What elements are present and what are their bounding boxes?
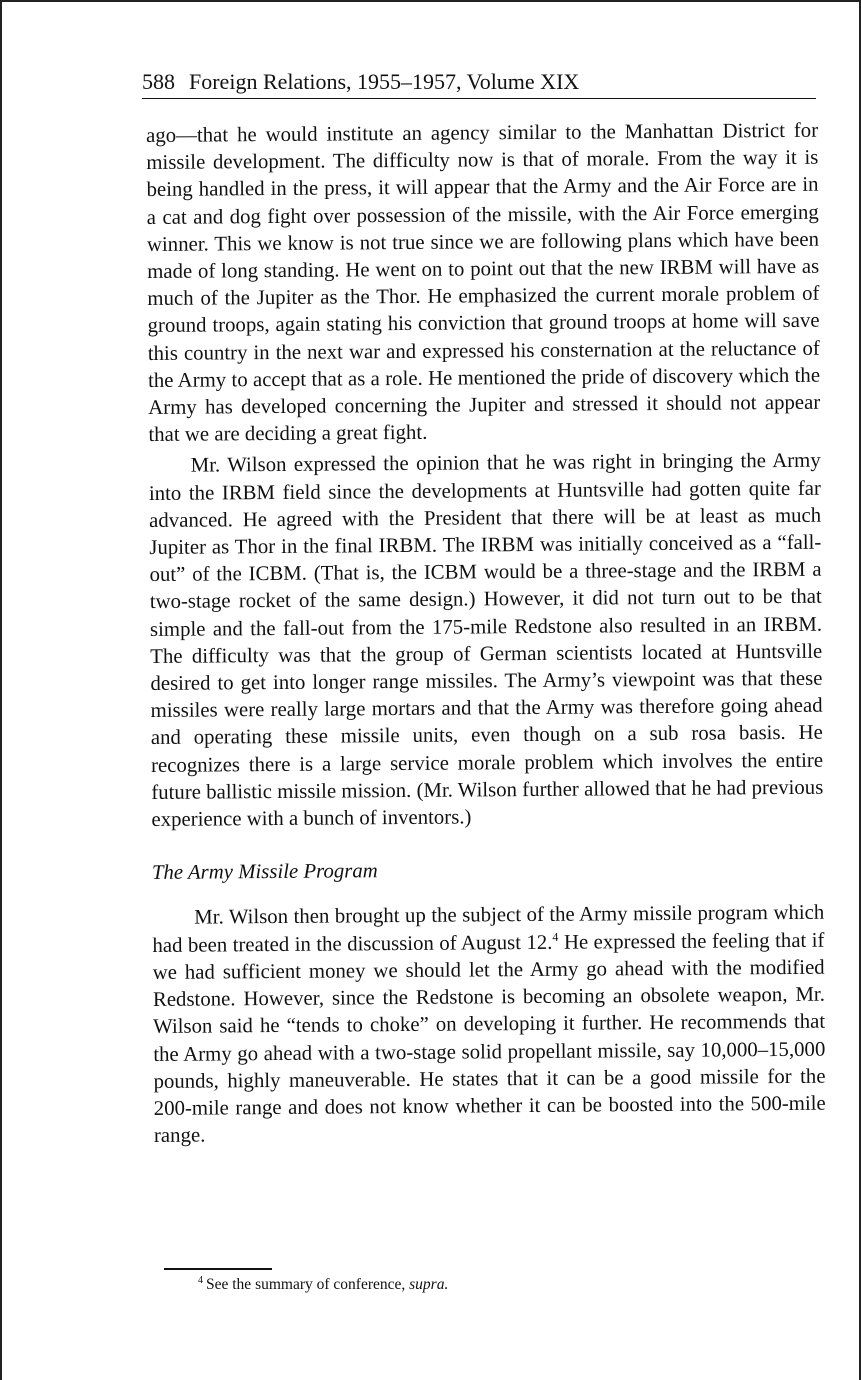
body-text xyxy=(146,117,826,1150)
paragraph-3-text-b: He expressed the feeling that if we had sufficient money we should let the Army go ahead with the modified Redstone. However, since the Redstone is becoming an obsolete weapon, Mr. Wilson said he “tends to choke” on developing it further. He recommends that the Army go ahead with a two-stage solid propellant missile, say 10,000–15,000 pounds, highly maneuverable. He states that it can be a good missile for the 200-mile range and does not know whether it can be boosted into the 500-mile range. xyxy=(152,928,826,1148)
footnote-text: See the summary of conference, xyxy=(206,1276,410,1293)
paragraph-2: Mr. Wilson expressed the opinion that he was right in bringing the Army into the IRBM field since the developments at Huntsville had gotten quite far advanced. He agreed with the President that there will be at least as much Jupiter as Thor in the final IRBM. The IRBM was initially conceived as a “fall-out” of the ICBM. (That is, the ICBM would be a three-stage and the IRBM a two-stage rocket of the same design.) However, it did not turn out to be that simple and the fall-out from the 175-mile Redstone also resulted in an IRBM. The difficulty was that the group of German scientists located at Huntsville desired to get into longer range missiles. The Army’s viewpoint was that these missiles were really large mortars and that the Army was therefore going ahead and operating these missile units, even though on a sub rosa basis. He recognizes there is a large service morale problem which involves the entire future ballistic missile mission. (Mr. Wilson further allowed that he had previous experience with a bunch of inventors.) xyxy=(148,449,824,832)
paragraph-1: ago—that he would institute an agency similar to the Manhattan District for missile development. The difficulty now is that of morale. From the way it is being handled in the press, it will appear that the Army and the Air Force are in a cat and dog fight over possession of the missile, with the Air Force emerging winner. This we know is not true since we are following plans which have been made of long standing. He went on to point out that the new IRBM will have as much of the Jupiter as the Thor. He emphasized the current morale problem of ground troops, again stating his conviction that ground troops at home will save this country in the next war and expressed his consternation at the reluctance of the Army to accept that as a role. He mentioned the pride of discovery which the Army has developed concerning the Jupiter and stressed it should not appear that we are deciding a great fight. xyxy=(146,118,821,447)
footnote-reference: 4 xyxy=(552,929,559,944)
footnote-rule xyxy=(164,1268,272,1270)
footnote-italic: supra. xyxy=(409,1276,449,1293)
paragraph-3-text-a: Mr. Wilson then brought up the subject of the Army missile program which had been treated in the discussion of August 12. xyxy=(152,901,825,957)
footnote xyxy=(198,1275,448,1295)
volume-title: Foreign Relations, 1955–1957, Volume XIX xyxy=(189,69,580,94)
paragraph-3 xyxy=(152,899,826,1149)
footnote-number: 4 xyxy=(198,1274,203,1286)
page-edge-left xyxy=(0,0,2,1380)
section-heading: The Army Missile Program xyxy=(151,859,378,885)
running-head xyxy=(142,68,816,99)
page-number: 588 xyxy=(142,69,175,94)
page-edge-top xyxy=(0,0,861,2)
